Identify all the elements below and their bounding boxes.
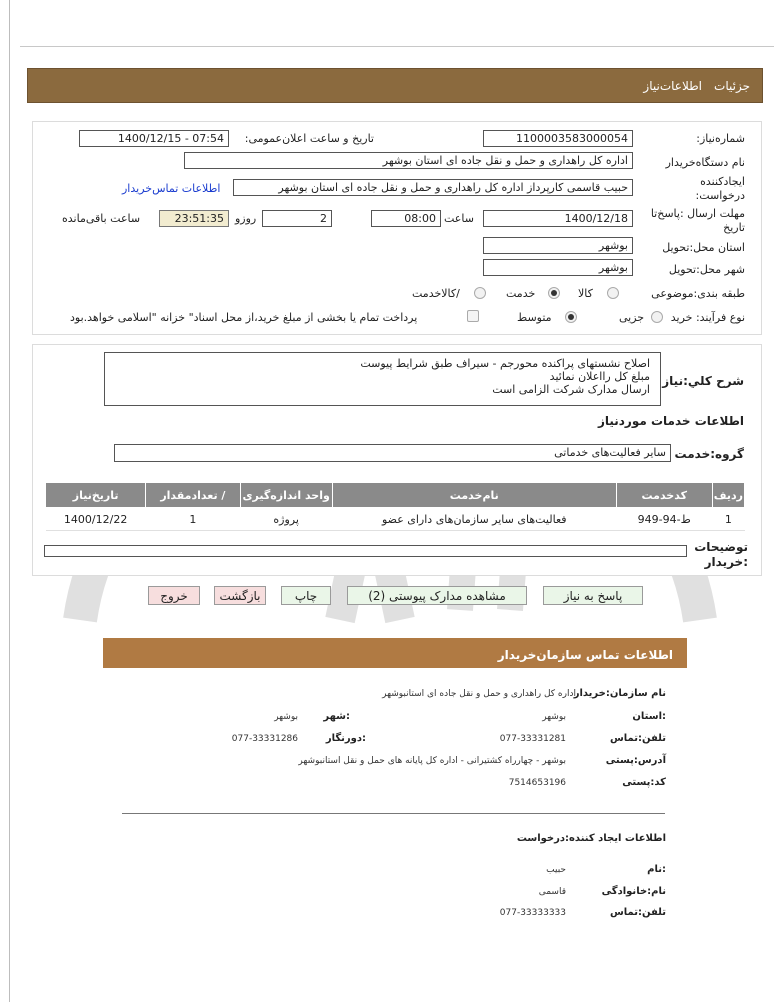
need-number-label: شماره‌نیاز:: [696, 132, 745, 145]
contact-address-label: آدرس:پستی: [605, 755, 666, 766]
creator-name-label: :نام: [647, 864, 666, 875]
treasury-payment-note: پرداخت تمام یا بخشی از مبلغ خرید،از محل اسناد" خزانه "اسلامی خواهد.بود: [70, 311, 418, 324]
process-medium-label: متوسط: [517, 311, 552, 324]
deadline-label-1: مهلت ارسال :پاسخ‌تا: [650, 207, 745, 220]
creator-family-value: قاسمی: [538, 887, 566, 897]
service-group-field: سایر فعالیت‌های خدماتی: [114, 444, 671, 462]
exit-button[interactable]: خروج: [148, 586, 200, 605]
view-attachments-button[interactable]: مشاهده مدارک پیوستی (2): [347, 586, 527, 605]
process-partial-radio[interactable]: [651, 311, 663, 323]
category-service-label: خدمت: [506, 287, 536, 300]
tab-details[interactable]: جزئیات: [714, 79, 750, 93]
buyer-notes-label-2: :خریدار: [704, 555, 748, 569]
contact-fax-value: 077-33331286: [231, 734, 298, 744]
contact-divider: [122, 813, 665, 814]
remaining-time-field: 23:51:35: [159, 210, 229, 227]
print-button[interactable]: چاپ: [281, 586, 331, 605]
summary-line-3: ارسال مدارک شرکت الزامی است: [492, 383, 650, 396]
summary-label: شرح کلي:نیاز: [662, 374, 744, 388]
category-goods-service-label: /کالاخدمت: [412, 287, 460, 300]
details-header-bar: [27, 68, 763, 103]
creator-phone-label: تلفن:تماس: [609, 907, 666, 918]
summary-line-2: مبلغ کل رااعلان نمائید: [549, 370, 650, 383]
creator-label-2: درخواست:: [695, 189, 745, 202]
deadline-label-2: تاریخ: [723, 221, 745, 234]
category-goods-service-radio[interactable]: [474, 287, 486, 299]
contact-postal-value: 7514653196: [508, 778, 566, 788]
tab-need-info[interactable]: اطلاعات‌نیاز: [643, 79, 702, 93]
contact-org-label: نام سازمان:خریدار: [573, 688, 666, 699]
city-field: بوشهر: [483, 259, 633, 276]
cell-service-code: ط-94-949: [616, 508, 712, 531]
page-left-border: [9, 0, 10, 1002]
category-goods-label: کالا: [578, 287, 593, 300]
province-field: بوشهر: [483, 237, 633, 254]
col-unit: واحد اندازه‌گیری: [240, 483, 332, 508]
buyer-org-label: نام دستگاه‌خریدار: [665, 156, 745, 169]
summary-line-1: اصلاح نشستهای پراکنده محورجم - سیراف طبق شرایط پیوست: [360, 357, 650, 370]
summary-text-box: [104, 352, 661, 406]
deadline-time-field: 08:00: [371, 210, 441, 227]
buyer-contact-header: اطلاعات تماس سازمان‌خریدار: [103, 638, 687, 668]
col-service-code: کدخدمت: [616, 483, 712, 508]
process-partial-label: جزیی: [619, 311, 645, 324]
remaining-time-label: ساعت باقی‌مانده: [62, 212, 141, 225]
contact-province-label: :استان: [632, 711, 666, 722]
contact-org-value: اداره کل راهداری و حمل و نقل جاده ای استانبوشهر: [382, 689, 576, 699]
creator-label-1: ایجادکننده: [700, 175, 745, 188]
category-service-radio[interactable]: [548, 287, 560, 299]
col-need-date: تاریخ‌نیاز: [46, 483, 146, 508]
creator-info-title: اطلاعات ایجاد کننده:درخواست: [516, 833, 666, 844]
deadline-time-label: ساعت: [444, 212, 474, 225]
col-row: ردیف: [712, 483, 744, 508]
contact-fax-label: :دورنگار: [325, 733, 366, 744]
need-number-field: 1100003583000054: [483, 130, 633, 147]
reply-button[interactable]: پاسخ به نیاز: [543, 586, 643, 605]
process-medium-radio[interactable]: [565, 311, 577, 323]
cell-service-name: فعالیت‌های سایر سازمان‌های دارای عضو: [332, 508, 616, 531]
contact-address-value: بوشهر - چهارراه کشتیرانی - اداره کل پایانه های حمل و نقل استانبوشهر: [298, 756, 566, 766]
announce-datetime-field: 1400/12/15 - 07:54: [79, 130, 229, 147]
category-label: طبقه بندی:موضوعی: [651, 287, 745, 300]
cell-need-date: 1400/12/22: [46, 508, 146, 531]
creator-name-value: حبیب: [546, 865, 566, 875]
creator-phone-value: 077-33333333: [499, 908, 566, 918]
deadline-date-field: 1400/12/18: [483, 210, 633, 227]
top-divider: [20, 46, 774, 47]
category-goods-radio[interactable]: [607, 287, 619, 299]
creator-family-label: نام:خانوادگی: [601, 886, 666, 897]
province-label: استان محل:تحویل: [662, 241, 745, 254]
treasury-payment-checkbox[interactable]: [467, 310, 479, 322]
creator-field: حبیب قاسمی کارپرداز اداره کل راهداری و حمل و نقل جاده ای استان بوشهر: [233, 179, 633, 196]
contact-phone-label: تلفن:تماس: [609, 733, 666, 744]
services-table: [45, 482, 745, 531]
cell-unit: پروژه: [240, 508, 332, 531]
buyer-org-field: اداره کل راهداری و حمل و نقل جاده ای استان بوشهر: [184, 152, 633, 169]
buyer-notes-label-1: توضیحات: [694, 540, 748, 554]
table-row: [46, 508, 745, 531]
contact-phone-value: 077-33331281: [499, 734, 566, 744]
contact-province-value: بوشهر: [542, 712, 566, 722]
contact-postal-label: کد:پستی: [622, 777, 666, 788]
days-field: 2: [262, 210, 332, 227]
buyer-notes-field: [44, 545, 687, 557]
col-quantity: / تعدادمقدار: [146, 483, 240, 508]
process-label: نوع فرآیند: خرید: [670, 311, 745, 324]
contact-city-value: بوشهر: [274, 712, 298, 722]
col-service-name: نام‌خدمت: [332, 483, 616, 508]
buyer-contact-link[interactable]: اطلاعات تماس‌خریدار: [122, 182, 221, 195]
days-label: روزو: [235, 212, 257, 225]
city-label: شهر محل:تحویل: [668, 263, 745, 276]
announce-label: تاریخ و ساعت اعلان‌عمومی:: [244, 132, 374, 145]
service-group-label: گروه:خدمت: [674, 447, 744, 461]
services-title: اطلاعات خدمات موردنیاز: [597, 414, 744, 428]
cell-row: 1: [712, 508, 744, 531]
contact-city-label: :شهر: [323, 711, 350, 722]
back-button[interactable]: بازگشت: [214, 586, 266, 605]
cell-quantity: 1: [146, 508, 240, 531]
